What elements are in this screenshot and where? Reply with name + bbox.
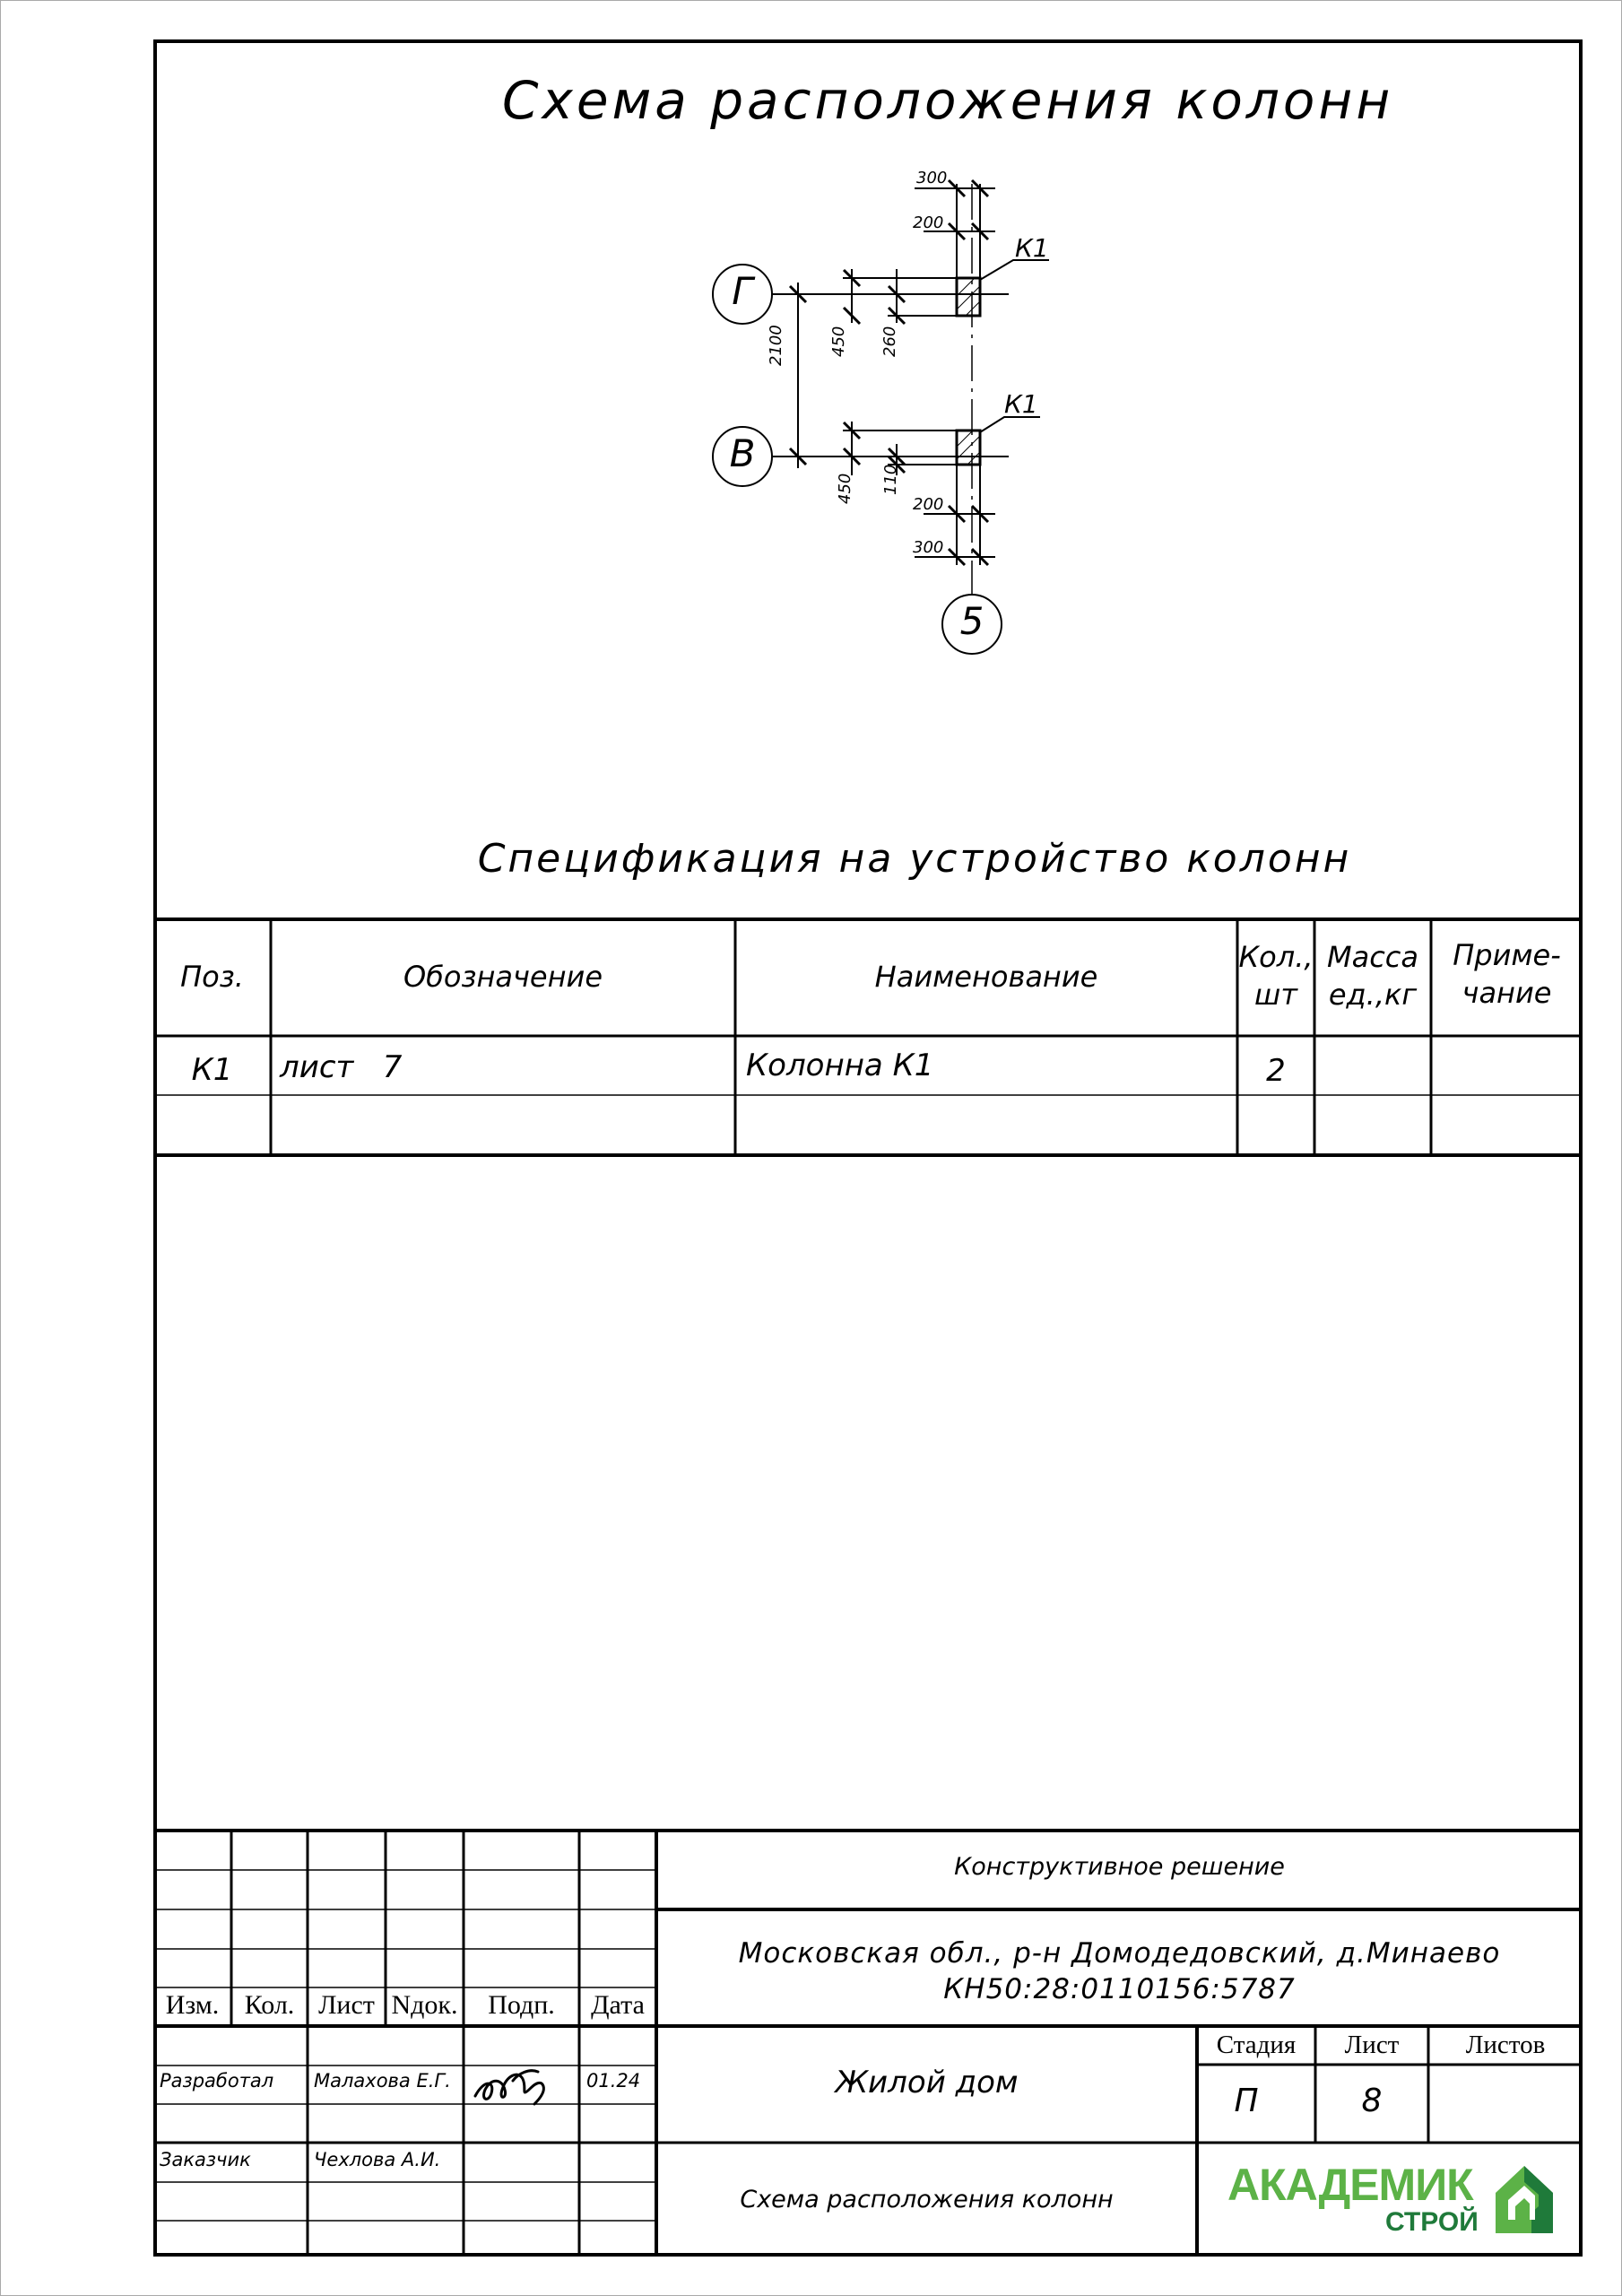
spec-row-1-designation: лист 7 [280, 1049, 403, 1085]
dim-450-bottom: 450 [836, 473, 854, 504]
axis-label-v: В [729, 431, 756, 475]
logo-text-sub: СТРОЙ [1385, 2207, 1479, 2237]
tb-header-ndok: Nдок. [391, 1990, 458, 2020]
column-mark-top: К1 [1015, 233, 1049, 263]
logo-house-icon [1488, 2157, 1560, 2238]
tb-section: Конструктивное решение [954, 1853, 1285, 1881]
tb-developer-name: Малахова Е.Г. [314, 2070, 451, 2092]
dim-200-bottom: 200 [913, 495, 944, 514]
tb-customer-name: Чехлова А.И. [314, 2149, 441, 2170]
tb-developer-role: Разработал [160, 2070, 274, 2092]
dim-260: 260 [880, 326, 899, 357]
dim-110: 110 [881, 464, 900, 495]
dim-300-top: 300 [916, 169, 948, 187]
spec-header-mass-1: Масса [1326, 940, 1418, 974]
tb-address-line2: КН50:28:0110156:5787 [943, 1973, 1296, 2005]
spec-header-pos: Поз. [180, 960, 244, 994]
spec-row-1-pos: К1 [191, 1052, 233, 1088]
axis-label-g: Г [732, 269, 753, 313]
spec-title: Спецификация на устройство колонн [477, 836, 1352, 882]
spec-row-1-qty: 2 [1266, 1053, 1286, 1089]
tb-sheet-label: Лист [1344, 2031, 1400, 2059]
dim-2100: 2100 [767, 325, 785, 366]
company-logo [1224, 2157, 1565, 2242]
logo-text-main: АКАДЕМИК [1227, 2160, 1473, 2210]
dim-300-bottom: 300 [913, 538, 944, 557]
tb-stage-label: Стадия [1216, 2031, 1297, 2059]
spec-header-note-1: Приме- [1453, 938, 1561, 972]
tb-customer-role: Заказчик [160, 2149, 251, 2170]
tb-header-data: Дата [591, 1990, 645, 2020]
dim-450-top: 450 [829, 326, 848, 357]
tb-header-list: Лист [318, 1990, 375, 2020]
tb-header-izm: Изм. [165, 1990, 220, 2020]
dim-200-top: 200 [913, 213, 944, 232]
column-mark-bottom: К1 [1004, 389, 1038, 419]
spec-header-qty-2: шт [1254, 978, 1297, 1012]
spec-header-note-2: чание [1462, 976, 1552, 1010]
tb-developer-date: 01.24 [586, 2070, 641, 2092]
tb-address-line1: Московская обл., р-н Домодедовский, д.Минаево [738, 1937, 1501, 1970]
axis-label-5: 5 [959, 599, 984, 643]
spec-row-1-name: Колонна К1 [746, 1048, 934, 1083]
tb-sheet-value: 8 [1361, 2083, 1383, 2119]
tb-object: Жилой дом [835, 2065, 1019, 2100]
tb-sheet-name: Схема расположения колонн [740, 2186, 1114, 2213]
spec-header-name: Наименование [874, 960, 1098, 994]
tb-stage-value: П [1234, 2083, 1259, 2119]
spec-header-designation: Обозначение [403, 960, 603, 994]
tb-sheets-label: Листов [1465, 2031, 1546, 2059]
tb-header-kol: Кол. [244, 1990, 295, 2020]
tb-header-podp: Подп. [488, 1990, 555, 2020]
spec-header-qty-1: Кол., [1238, 940, 1314, 974]
spec-header-mass-2: ед.,кг [1328, 978, 1418, 1012]
scheme-title: Схема расположения колонн [502, 70, 1394, 131]
